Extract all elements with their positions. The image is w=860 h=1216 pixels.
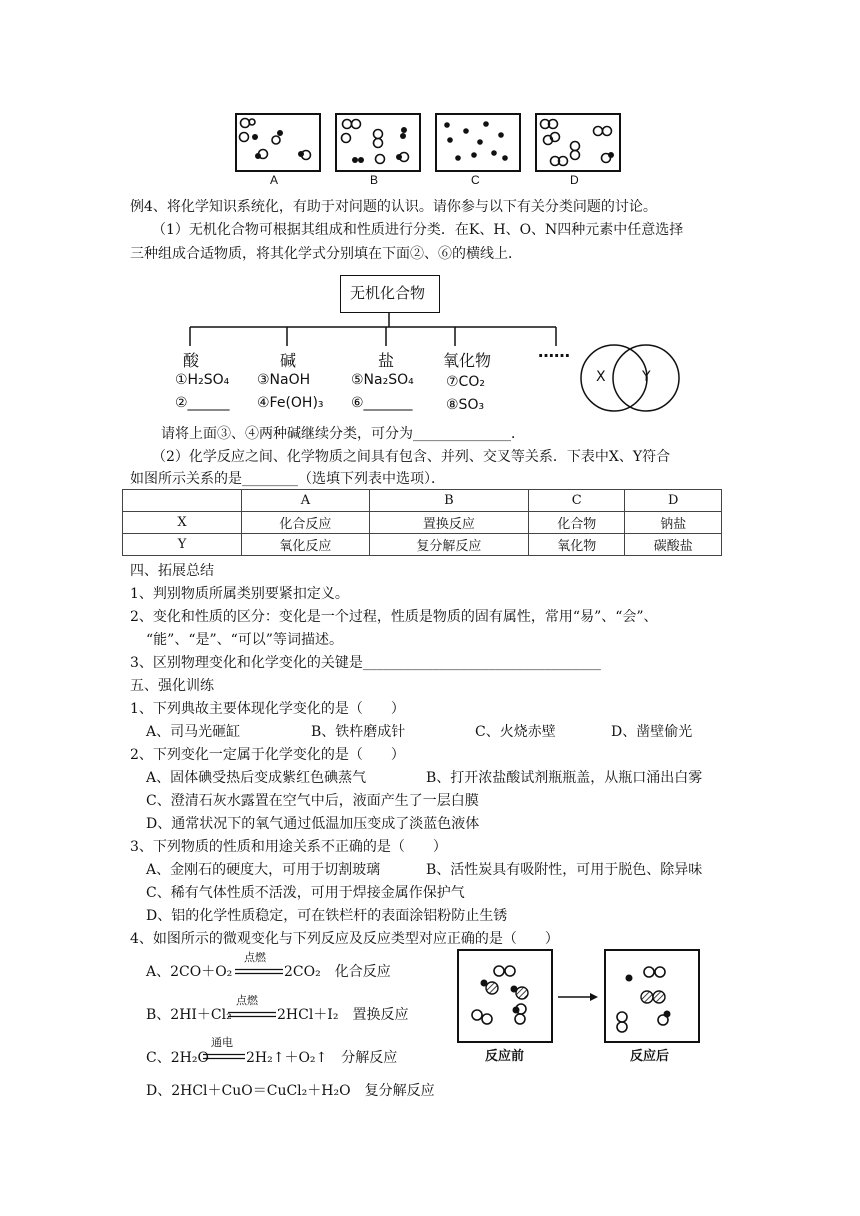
q3-option-a: A、金刚石的硬度大，可用于切割玻璃: [146, 862, 381, 878]
q2-option-c: C、澄清石灰水露置在空气中后，液面产生了一层白膜: [146, 793, 479, 809]
q2-option-a: A、固体碘受热后变成紫红色碘蒸气: [146, 770, 367, 786]
example4-intro: 例4、将化学知识系统化，有助于对问题的认识。请你参与以下有关分类问题的讨论。: [130, 199, 657, 215]
salt-item-2: ⑥_______: [351, 395, 413, 411]
q4-option-a-right: 2CO₂ 化合反应: [284, 964, 391, 980]
q2-option-b: B、打开浓盐酸试剂瓶瓶盖，从瓶口涌出白雾: [426, 770, 703, 786]
q4-option-c-left: C、2H₂O: [146, 1050, 209, 1066]
table-cell: Y: [123, 534, 242, 556]
q3-option-b: B、活性炭具有吸附性，可用于脱色、除异味: [426, 862, 703, 878]
acid-item-1: ①H₂SO₄: [175, 372, 230, 388]
training-q2: 2、下列变化一定属于化学变化的是（ ）: [130, 747, 405, 763]
q4-option-b-left: B、2HI＋Cl₂: [146, 1007, 232, 1023]
summary-point-2b: “能”、“是”、“可以”等词描述。: [146, 632, 343, 648]
oxide-item-1: ⑦CO₂: [446, 374, 485, 390]
venn-x-label: X: [596, 369, 606, 385]
table-cell: 复分解反应: [369, 534, 528, 556]
table-cell: X: [123, 512, 242, 534]
table-cell: 化合物: [529, 512, 625, 534]
training-q3: 3、下列物质的性质和用途关系不正确的是（ ）: [130, 839, 447, 855]
table-cell: 置换反应: [369, 512, 528, 534]
summary-heading: 四、拓展总结: [130, 563, 214, 579]
table-cell: 氧化反应: [242, 534, 370, 556]
q4-b-condition: 点燃: [236, 994, 258, 1007]
table-cell: 钠盐: [625, 512, 722, 534]
q4-option-d: D、2HCl＋CuO＝CuCl₂＋H₂O 复分解反应: [146, 1083, 435, 1099]
summary-point-3: 3、区别物理变化和化学变化的关键是__________________________________: [130, 655, 601, 671]
base-item-1: ③NaOH: [257, 372, 311, 388]
table-header-cell: B: [369, 490, 528, 512]
summary-point-1: 1、判别物质所属类别要紧扣定义。: [130, 586, 349, 602]
salt-item-1: ⑤Na₂SO₄: [351, 372, 414, 388]
particle-label-b: B: [370, 173, 379, 187]
example4-q2-line2: 如图所示关系的是________（选填下列表中选项）．: [130, 471, 445, 487]
table-cell: 化合反应: [242, 512, 370, 534]
branch-more: ……: [538, 342, 570, 361]
reaction-before-label: 反应前: [485, 1049, 525, 1064]
table-cell: 氧化物: [529, 534, 625, 556]
q3-option-c: C、稀有气体性质不活泼，可用于焊接金属作保护气: [146, 885, 465, 901]
branch-oxide: 氧化物: [443, 351, 492, 370]
q4-c-condition: 通电: [211, 1036, 233, 1049]
branch-acid: 酸: [183, 351, 200, 370]
example4-q2-line1: （2）化学反应之间、化学物质之间具有包含、并列、交叉等关系．下表中X、Y符合: [152, 449, 671, 465]
q1-option-c: C、火烧赤壁: [475, 724, 556, 740]
training-q1: 1、下列典故主要体现化学变化的是（ ）: [130, 701, 405, 717]
base-item-2: ④Fe(OH)₃: [257, 395, 324, 411]
q4-option-a-left: A、2CO＋O₂: [146, 964, 233, 980]
q1-option-a: A、司马光砸缸: [146, 724, 241, 740]
q3-option-d: D、铝的化学性质稳定，可在铁栏杆的表面涂铝粉防止生锈: [146, 908, 508, 924]
venn-y-label: Y: [642, 369, 651, 385]
oxide-item-2: ⑧SO₃: [446, 397, 485, 413]
example4-base-classify: 请将上面③、④两种碱继续分类，可分为______________．: [161, 426, 525, 442]
branch-base: 碱: [280, 351, 297, 370]
tree-root-label: 无机化合物: [350, 284, 426, 302]
particle-label-c: C: [471, 173, 480, 187]
table-header-cell: A: [242, 490, 370, 512]
training-heading: 五、强化训练: [130, 678, 214, 694]
acid-item-2: ②______: [175, 395, 230, 411]
example4-q1-line2: 三种组成合适物质，将其化学式分别填在下面②、⑥的横线上．: [130, 246, 522, 262]
q2-option-d: D、通常状况下的氧气通过低温加压变成了淡蓝色液体: [146, 816, 480, 832]
table-header-cell: C: [529, 490, 625, 512]
particle-label-d: D: [570, 173, 579, 187]
branch-salt: 盐: [378, 351, 395, 370]
table-cell: 碳酸盐: [625, 534, 722, 556]
summary-point-2a: 2、变化和性质的区分：变化是一个过程，性质是物质的固有属性，常用“易”、“会”、: [130, 609, 658, 625]
particle-label-a: A: [270, 173, 279, 187]
reaction-after-label: 反应后: [630, 1049, 670, 1064]
example4-q1-line1: （1）无机化合物可根据其组成和性质进行分类．在K、H、O、N四种元素中任意选择: [152, 222, 684, 238]
q1-option-d: D、凿壁偷光: [611, 724, 693, 740]
q1-option-b: B、铁杵磨成针: [311, 724, 406, 740]
q4-option-b-right: 2HCl＋I₂ 置换反应: [277, 1007, 409, 1023]
table-header-cell: D: [625, 490, 722, 512]
training-q4: 4、如图所示的微观变化与下列反应及反应类型对应正确的是（ ）: [130, 931, 559, 947]
q4-a-condition: 点燃: [244, 951, 266, 964]
q4-option-c-right: 2H₂↑＋O₂↑ 分解反应: [246, 1050, 398, 1066]
